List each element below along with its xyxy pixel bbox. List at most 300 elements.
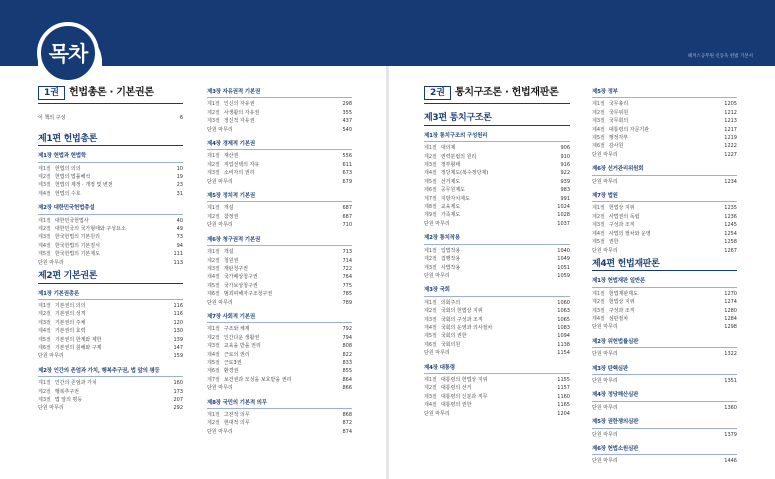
page-number: 872: [342, 420, 352, 427]
volume-title: 헌법총론 · 기본권론: [68, 87, 154, 98]
chapter-title: 제5장 정부: [592, 89, 618, 95]
section-title: 단원 마무리: [207, 299, 233, 306]
toc-row: [424, 211, 570, 219]
chapter-title: 제1장 헌법과 헌법학: [38, 153, 86, 160]
section-title: 기본권의 한계와 제한: [54, 336, 102, 343]
section-number: 제5절: [207, 282, 220, 289]
chapter-rule: [38, 376, 183, 377]
chapter-rule: [207, 408, 352, 409]
page-number: 679: [342, 178, 352, 185]
chapter-rule: [592, 454, 737, 455]
toc-row: [207, 257, 352, 265]
chapter-title: 제7장 법원: [592, 193, 618, 200]
chapter-rule: [207, 322, 352, 323]
section-title: 행복추구권: [54, 388, 79, 395]
section-number: 제3절: [207, 265, 220, 272]
part-heading: 제4편 헌법재판론: [592, 260, 737, 271]
volume-title: 통치구조론 · 헌법재판론: [454, 87, 559, 98]
section-title: 기본권의 주체: [54, 319, 86, 326]
section-number: 제3절: [424, 316, 437, 323]
section-number: 제5절: [424, 333, 437, 340]
page-number: 298: [342, 101, 352, 108]
section-title: 기본권의 효력: [54, 328, 86, 335]
section-number: 제7절: [207, 376, 220, 383]
chapter-heading: [592, 445, 737, 455]
section-title: 헌법재판제도: [608, 290, 638, 297]
section-number: 제1절: [592, 290, 605, 297]
section-number: 제3절: [38, 182, 51, 189]
page-number: 111: [173, 251, 183, 258]
section-title: 단원 마무리: [207, 222, 233, 229]
page-number: 1060: [557, 299, 570, 306]
section-title: 구조와 체계: [223, 326, 250, 333]
page-number: 1094: [557, 333, 570, 340]
section-number: 제2절: [207, 109, 220, 116]
page-number: 1157: [557, 385, 570, 392]
page-number: 160: [173, 380, 183, 387]
volume-rule: [424, 103, 570, 104]
chapter-title: 제8장 국민의 기본적 의무: [207, 399, 267, 406]
preface-title: 이 책의 구성: [38, 115, 66, 122]
toc-row: [424, 401, 570, 409]
section-number: 제6절: [207, 291, 220, 298]
section-number: 제2절: [38, 311, 51, 318]
section-title: 가족제도: [440, 212, 461, 219]
toc-row: [592, 377, 737, 385]
section-title: 단원 마무리: [592, 247, 618, 254]
toc-row: [207, 204, 352, 212]
chapter-heading: [207, 140, 352, 150]
section-title: 국무위원: [608, 109, 629, 116]
toc-row: [592, 323, 737, 331]
section-title: 지방자치제도: [440, 195, 470, 202]
section-title: 단원 마무리: [207, 126, 233, 133]
chapter-heading: [207, 399, 352, 409]
page-number: 1222: [724, 143, 737, 150]
toc-row: [207, 169, 352, 177]
toc-row: [38, 327, 183, 335]
page-number: 1360: [724, 404, 737, 411]
toc-row: [207, 126, 352, 134]
section-number: 제2절: [38, 388, 51, 395]
page-number: 868: [342, 412, 352, 418]
page-number: 910: [560, 153, 570, 160]
section-title: 국가보상청구권: [223, 282, 258, 289]
page-number: 1280: [724, 307, 737, 314]
section-title: 직업선택의 자유: [223, 161, 260, 168]
page-number: 789: [342, 299, 352, 306]
section-title: 교육을 받을 권리: [223, 343, 261, 350]
chapter-rule: [424, 373, 570, 374]
toc-row: [38, 352, 183, 360]
chapter-rule: [592, 175, 737, 176]
header-band: [0, 0, 775, 66]
section-number: 제1절: [207, 326, 220, 333]
page-number: 808: [342, 343, 352, 350]
chapter-rule: [592, 287, 737, 288]
section-title: 단원 마무리: [424, 410, 450, 417]
chapter-heading: [424, 286, 570, 296]
chapter-heading: [592, 418, 737, 428]
section-title: 사법작용: [440, 264, 461, 271]
page-number: 713: [342, 249, 352, 256]
section-title: 단원 마무리: [592, 351, 618, 358]
section-title: 교육제도: [440, 204, 461, 211]
toc-row: [424, 255, 570, 263]
section-title: 재판청구권: [223, 265, 248, 272]
page-number: 1138: [557, 341, 570, 348]
page-number: 1322: [724, 351, 737, 358]
section-title: 단원 마무리: [592, 431, 618, 438]
section-title: 국가배상청구권: [223, 274, 258, 281]
section-title: 사법의 절차와 운영: [608, 230, 651, 237]
section-title: 단원 마무리: [592, 377, 618, 384]
section-number: 제5절: [592, 239, 605, 246]
section-number: 제6절: [424, 341, 437, 348]
section-number: 제5절: [38, 251, 51, 258]
toc-row: [592, 109, 737, 117]
chapter-title: 제1장 헌법재판 일반론: [592, 278, 646, 285]
toc-row: [207, 367, 352, 375]
toc-row: [424, 203, 570, 211]
page-number: 1063: [557, 308, 570, 315]
series-label: 헤커스공무원 신동욱 헌법 기본서: [687, 54, 753, 59]
section-number: 제2절: [424, 153, 437, 160]
page-number: 922: [560, 170, 570, 177]
section-title: 참정권: [223, 213, 239, 220]
page-number: 139: [173, 336, 183, 343]
chapter-title: 제6장 청구권적 기본권: [207, 236, 261, 243]
section-title: 정부형태: [440, 162, 461, 169]
toc-row: [38, 388, 183, 396]
section-number: 제3절: [38, 396, 51, 403]
toc-row: [592, 307, 737, 315]
chapter-heading: [38, 152, 183, 162]
section-number: 제1절: [592, 101, 605, 108]
section-number: 제2절: [38, 174, 51, 181]
page-number: 1267: [724, 247, 737, 254]
column-4: [592, 82, 737, 466]
toc-row: [424, 264, 570, 272]
section-title: 단원 마무리: [424, 220, 450, 227]
section-title: 소비자의 권리: [223, 170, 255, 177]
section-number: 제1절: [38, 302, 51, 309]
section-title: 단원 마무리: [38, 405, 64, 412]
section-title: 헌법의 수호: [54, 190, 81, 197]
volume-number: 2권: [424, 86, 451, 100]
section-title: 심판절차: [608, 315, 629, 322]
chapter-rule: [592, 428, 737, 429]
page-number: 775: [342, 282, 352, 289]
section-title: 근로의 권리: [223, 351, 250, 358]
chapter-heading: [207, 313, 352, 323]
toc-row: [207, 419, 352, 427]
section-number: 제3절: [592, 118, 605, 125]
section-number: 제4절: [207, 351, 220, 358]
page-number: 1024: [557, 204, 570, 211]
chapter-rule: [38, 299, 183, 300]
section-number: 제2절: [592, 109, 605, 116]
section-title: 권한: [608, 239, 619, 246]
section-number: 제2절: [207, 257, 220, 264]
section-title: 고전적 의무: [223, 412, 250, 418]
section-number: 제4절: [38, 328, 51, 335]
chapter-title: 제1장 통치구조의 구성원리: [424, 132, 488, 139]
section-title: 국회의 구성과 조직: [440, 316, 483, 323]
section-number: 제2절: [424, 308, 437, 315]
page-number: 19: [176, 174, 183, 181]
chapter-heading: [592, 391, 737, 401]
page-number: 540: [342, 126, 352, 133]
section-number: 제1절: [38, 380, 51, 387]
toc-row: [207, 100, 352, 108]
section-title: 단원 마무리: [424, 350, 450, 357]
toc-row: [207, 359, 352, 367]
section-number: 제1절: [38, 217, 51, 224]
page-number: 1037: [557, 220, 570, 227]
toc-row: [424, 153, 570, 161]
toc-row: [38, 259, 183, 267]
page-number: 116: [173, 302, 183, 309]
section-number: 제5절: [424, 178, 437, 185]
section-number: 제3절: [207, 343, 220, 350]
toc-row: [592, 178, 737, 186]
toc-row: [424, 220, 570, 228]
chapter-title: 제3장 자유권적 기본권: [207, 89, 261, 95]
toc-row: [592, 238, 737, 246]
page-number: 1213: [724, 118, 737, 125]
section-title: 단원 마무리: [592, 404, 618, 411]
section-number: 제2절: [207, 420, 220, 427]
volume-rule: [38, 103, 183, 104]
page-number: 785: [342, 291, 352, 298]
page-number: 710: [342, 222, 352, 229]
chapter-rule: [592, 401, 737, 402]
page-number: 687: [342, 205, 352, 212]
section-title: 의회주의: [440, 299, 461, 306]
toc-row: [207, 299, 352, 307]
page-number: 983: [560, 187, 570, 194]
section-title: 헌법상 지위: [608, 205, 635, 212]
page-number: 49: [176, 226, 183, 233]
chapter-rule: [207, 201, 352, 202]
toc-row: [207, 265, 352, 273]
toc-row: [38, 190, 183, 198]
section-title: 헌법의 법률해석: [54, 174, 91, 181]
section-number: 제2절: [424, 256, 437, 263]
chapter-heading: [38, 367, 183, 377]
section-number: 제1절: [592, 205, 605, 212]
page-number: 207: [173, 396, 183, 403]
page-number: 113: [173, 259, 183, 266]
page-number: 40: [176, 217, 183, 224]
section-title: 보건권과 모성을 보호받을 권리: [223, 376, 292, 383]
page-number: 159: [173, 353, 183, 360]
toc-row: [207, 342, 352, 350]
chapter-rule: [207, 245, 352, 246]
section-title: 단원 마무리: [207, 178, 233, 185]
page-number: 1165: [557, 402, 570, 409]
section-title: 인신의 자유권: [223, 101, 255, 108]
section-title: 대통령의 신분과 직무: [440, 393, 488, 400]
toc-row: [424, 195, 570, 203]
toc-row: [424, 384, 570, 392]
toc-row: [592, 290, 737, 298]
toc-row: [424, 341, 570, 349]
section-title: 공무원제도: [440, 187, 465, 194]
chapter-heading: [592, 338, 737, 348]
page-number: 1258: [724, 239, 737, 246]
toc-row: [207, 325, 352, 333]
chapter-rule: [207, 97, 352, 98]
section-number: 제2절: [424, 385, 437, 392]
toc-row: [38, 404, 183, 412]
section-title: 입법작용: [440, 247, 461, 254]
chapter-heading: [207, 236, 352, 246]
toc-row: [592, 298, 737, 306]
toc-row: [424, 307, 570, 315]
chapter-title: 제6장 헌법소원심판: [592, 446, 639, 452]
page-number: 1049: [557, 256, 570, 263]
page-number: 1040: [557, 247, 570, 254]
page-number: 1217: [724, 126, 737, 133]
toc-row: [38, 302, 183, 310]
toc-row: [207, 178, 352, 186]
section-title: 구성과 조직: [608, 222, 635, 229]
page-number: 916: [560, 162, 570, 169]
toc-row: [38, 319, 183, 327]
page-number: 147: [173, 344, 183, 351]
toc-row: [38, 173, 183, 181]
page-number: 855: [342, 368, 352, 375]
section-title: 법 앞의 평등: [54, 396, 83, 403]
page-number: 1446: [724, 458, 737, 465]
toc-row: [207, 384, 352, 392]
section-number: 제1절: [424, 247, 437, 254]
toc-row: [592, 117, 737, 125]
toc-row: [424, 186, 570, 194]
section-title: 인간다운 생활권: [223, 334, 260, 341]
chapter-heading: [592, 277, 737, 287]
page-number: 611: [342, 161, 352, 168]
page-number: 1274: [724, 299, 737, 306]
section-title: 권력분립의 원리: [440, 153, 477, 160]
page-number: 1351: [724, 377, 737, 384]
toc-row: [592, 142, 737, 150]
section-title: 단원 마무리: [38, 259, 64, 266]
section-number: 제3절: [424, 393, 437, 400]
page-number: 1270: [724, 290, 737, 297]
page-number: 687: [342, 213, 352, 220]
chapter-title: 제2장 위헌법률심판: [592, 338, 639, 345]
page-number: 1227: [724, 151, 737, 158]
page-number: 1234: [724, 178, 737, 185]
section-number: 제6절: [424, 187, 437, 194]
part-heading: 제3편 통치구조론: [424, 114, 570, 125]
page-number: 1284: [724, 315, 737, 322]
page-number: 94: [176, 242, 183, 249]
column-2: [207, 82, 352, 436]
volume-heading: [424, 86, 570, 100]
toc-row: [207, 376, 352, 384]
page-number: 1065: [557, 316, 570, 323]
preface-page: 6: [179, 115, 183, 122]
section-number: 제1절: [424, 376, 437, 383]
toc-row: [207, 221, 352, 229]
toc-row: [38, 344, 183, 352]
part-heading: 제2편 기본권론: [38, 272, 183, 283]
section-number: 제2절: [207, 213, 220, 220]
toc-row: [207, 428, 352, 436]
section-title: 재산권: [223, 153, 239, 160]
section-number: 제6절: [38, 344, 51, 351]
section-title: 국회의 헌법상 지위: [440, 308, 483, 315]
section-number: 제2절: [592, 299, 605, 306]
section-number: 제4절: [38, 190, 51, 197]
toc-row: [424, 299, 570, 307]
page-number: 866: [342, 385, 352, 392]
page-number: 1379: [724, 431, 737, 438]
volume-number: 1권: [38, 86, 65, 100]
section-title: 인간의 존엄과 가치: [54, 380, 97, 387]
toc-row: [38, 225, 183, 233]
section-number: 제1절: [207, 412, 220, 418]
section-number: 제1절: [38, 165, 51, 172]
toc-row: [592, 100, 737, 108]
section-number: 제4절: [424, 324, 437, 331]
chapter-heading: [424, 132, 570, 142]
toc-row: [424, 272, 570, 280]
toc-row: [207, 411, 352, 419]
chapter-rule: [424, 296, 570, 297]
toc-row: [38, 217, 183, 225]
section-title: 국회의 권한: [440, 333, 467, 340]
section-title: 국무회의: [608, 118, 629, 125]
chapter-rule: [207, 149, 352, 150]
page-number: 792: [342, 326, 352, 333]
page-gutter: [386, 66, 389, 479]
column-3: [424, 86, 570, 418]
toc-row: [592, 221, 737, 229]
page-number: 355: [342, 109, 352, 116]
section-number: 제3절: [592, 222, 605, 229]
section-title: 헌법의 제정 · 개정 및 변천: [54, 182, 113, 189]
toc-row: [424, 247, 570, 255]
page-number: 1254: [724, 230, 737, 237]
part-heading: 제1편 헌법총론: [38, 135, 183, 146]
toc-row: [38, 242, 183, 250]
page-number: 1212: [724, 109, 737, 116]
section-title: 정당제도(복수정당제): [440, 170, 489, 177]
section-number: 제4절: [592, 315, 605, 322]
section-title: 개설: [223, 205, 234, 212]
section-title: 대통령의 자문기관: [608, 126, 650, 133]
page-number: 73: [176, 234, 183, 241]
section-title: 헌법의 의의: [54, 165, 81, 172]
section-title: 단원 마무리: [424, 272, 450, 279]
toc-row: [207, 282, 352, 290]
section-number: 제4절: [592, 230, 605, 237]
section-number: 제3절: [38, 234, 51, 241]
toc-row: [207, 152, 352, 160]
chapter-heading: [592, 365, 737, 375]
page-number: 939: [560, 178, 570, 185]
chapter-rule: [38, 214, 183, 215]
section-title: 기본권의 성격: [54, 311, 86, 318]
section-title: 단원 마무리: [592, 178, 618, 185]
chapter-title: 제2장 통치작용: [424, 235, 461, 242]
toc-row: [592, 151, 737, 159]
